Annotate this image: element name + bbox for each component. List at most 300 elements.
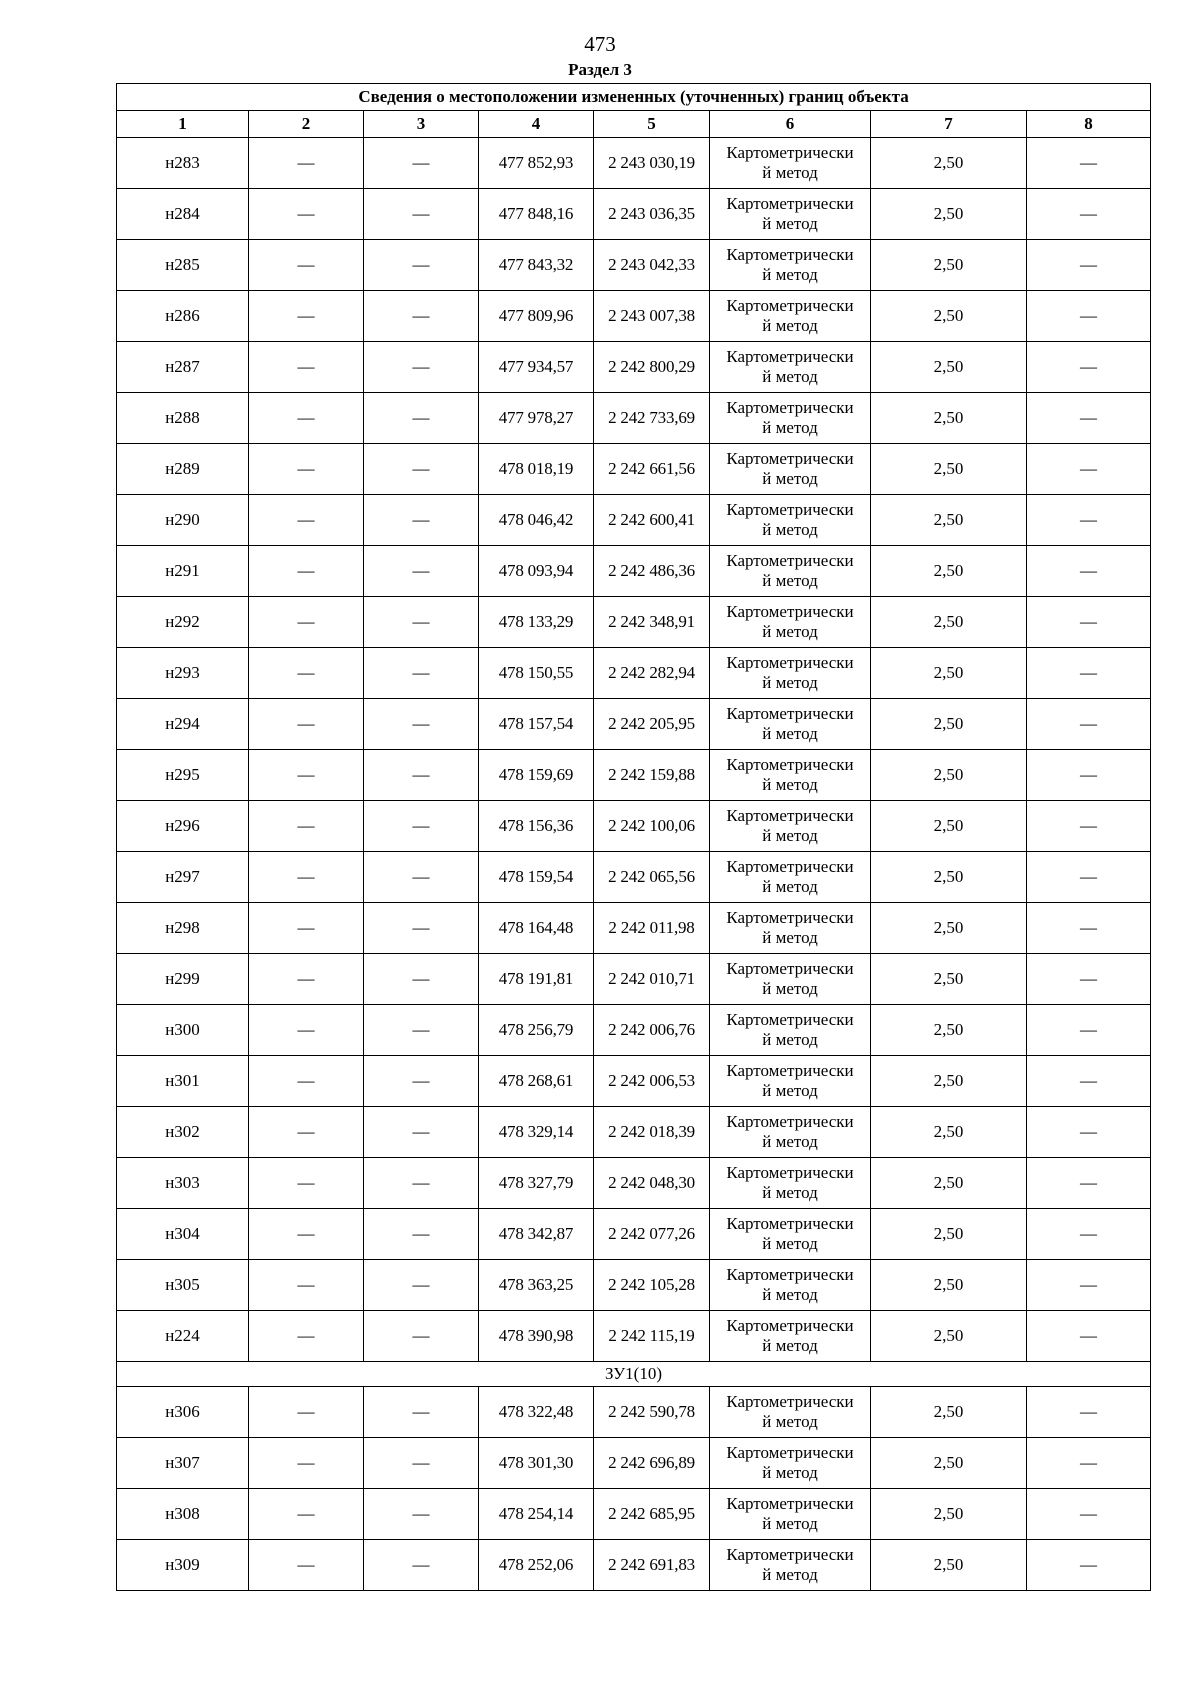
- method-cell: [710, 597, 871, 648]
- method-cell: [710, 1311, 871, 1362]
- empty-dash-cell: —: [364, 1489, 479, 1540]
- empty-dash-cell: —: [364, 597, 479, 648]
- table-row: [117, 954, 1151, 1005]
- empty-dash-cell: —: [364, 1311, 479, 1362]
- accuracy-cell: 2,50: [871, 1107, 1027, 1158]
- empty-dash-cell: —: [249, 648, 364, 699]
- empty-dash-cell: —: [249, 1056, 364, 1107]
- column-header: 4: [479, 111, 594, 138]
- y-coordinate-cell: 2 242 696,89: [594, 1438, 710, 1489]
- x-coordinate-cell: 477 809,96: [479, 291, 594, 342]
- table-row: [117, 240, 1151, 291]
- empty-dash-cell: —: [364, 1056, 479, 1107]
- method-line-2: й метод: [762, 877, 818, 896]
- method-cell: [710, 342, 871, 393]
- point-id-cell: н306: [117, 1387, 249, 1438]
- method-line-2: й метод: [762, 1412, 818, 1431]
- empty-dash-cell: —: [1027, 240, 1151, 291]
- method-line-2: й метод: [762, 1234, 818, 1253]
- empty-dash-cell: —: [1027, 597, 1151, 648]
- x-coordinate-cell: 478 159,54: [479, 852, 594, 903]
- empty-dash-cell: —: [1027, 495, 1151, 546]
- y-coordinate-cell: 2 242 600,41: [594, 495, 710, 546]
- method-line-1: Картометрически: [726, 500, 854, 519]
- y-coordinate-cell: 2 242 006,76: [594, 1005, 710, 1056]
- method-cell: [710, 852, 871, 903]
- point-id-cell: н304: [117, 1209, 249, 1260]
- method-cell: [710, 1387, 871, 1438]
- table-row: [117, 444, 1151, 495]
- point-id-cell: н224: [117, 1311, 249, 1362]
- empty-dash-cell: —: [249, 546, 364, 597]
- accuracy-cell: 2,50: [871, 1438, 1027, 1489]
- x-coordinate-cell: 478 327,79: [479, 1158, 594, 1209]
- method-line-1: Картометрически: [726, 1443, 854, 1462]
- x-coordinate-cell: 478 390,98: [479, 1311, 594, 1362]
- empty-dash-cell: —: [249, 1489, 364, 1540]
- method-cell: [710, 393, 871, 444]
- point-id-cell: н284: [117, 189, 249, 240]
- empty-dash-cell: —: [364, 1107, 479, 1158]
- table-row: [117, 648, 1151, 699]
- point-id-cell: н293: [117, 648, 249, 699]
- method-cell: [710, 648, 871, 699]
- accuracy-cell: 2,50: [871, 138, 1027, 189]
- empty-dash-cell: —: [1027, 1489, 1151, 1540]
- empty-dash-cell: —: [1027, 444, 1151, 495]
- table-body: [117, 138, 1151, 1591]
- empty-dash-cell: —: [364, 240, 479, 291]
- empty-dash-cell: —: [249, 699, 364, 750]
- point-id-cell: н289: [117, 444, 249, 495]
- method-line-2: й метод: [762, 1514, 818, 1533]
- empty-dash-cell: —: [364, 1209, 479, 1260]
- x-coordinate-cell: 478 342,87: [479, 1209, 594, 1260]
- method-line-1: Картометрически: [726, 1316, 854, 1335]
- x-coordinate-cell: 478 159,69: [479, 750, 594, 801]
- x-coordinate-cell: 478 093,94: [479, 546, 594, 597]
- accuracy-cell: 2,50: [871, 1260, 1027, 1311]
- accuracy-cell: 2,50: [871, 1056, 1027, 1107]
- table-row: [117, 903, 1151, 954]
- y-coordinate-cell: 2 242 011,98: [594, 903, 710, 954]
- empty-dash-cell: —: [249, 495, 364, 546]
- y-coordinate-cell: 2 243 036,35: [594, 189, 710, 240]
- method-line-2: й метод: [762, 316, 818, 335]
- method-line-2: й метод: [762, 1285, 818, 1304]
- empty-dash-cell: —: [364, 342, 479, 393]
- method-line-2: й метод: [762, 724, 818, 743]
- accuracy-cell: 2,50: [871, 444, 1027, 495]
- x-coordinate-cell: 477 852,93: [479, 138, 594, 189]
- empty-dash-cell: —: [249, 1158, 364, 1209]
- y-coordinate-cell: 2 242 661,56: [594, 444, 710, 495]
- accuracy-cell: 2,50: [871, 291, 1027, 342]
- empty-dash-cell: —: [364, 444, 479, 495]
- table-row: [117, 1438, 1151, 1489]
- point-id-cell: н283: [117, 138, 249, 189]
- column-header: 2: [249, 111, 364, 138]
- empty-dash-cell: —: [364, 1540, 479, 1591]
- empty-dash-cell: —: [364, 291, 479, 342]
- empty-dash-cell: —: [364, 852, 479, 903]
- table-row: [117, 1489, 1151, 1540]
- accuracy-cell: 2,50: [871, 495, 1027, 546]
- empty-dash-cell: —: [249, 750, 364, 801]
- method-line-1: Картометрически: [726, 551, 854, 570]
- point-id-cell: н291: [117, 546, 249, 597]
- point-id-cell: н294: [117, 699, 249, 750]
- point-id-cell: н287: [117, 342, 249, 393]
- method-line-1: Картометрически: [726, 1061, 854, 1080]
- y-coordinate-cell: 2 242 691,83: [594, 1540, 710, 1591]
- empty-dash-cell: —: [249, 1107, 364, 1158]
- x-coordinate-cell: 478 156,36: [479, 801, 594, 852]
- accuracy-cell: 2,50: [871, 393, 1027, 444]
- empty-dash-cell: —: [249, 903, 364, 954]
- point-id-cell: н305: [117, 1260, 249, 1311]
- empty-dash-cell: —: [249, 138, 364, 189]
- method-line-1: Картометрически: [726, 449, 854, 468]
- method-cell: [710, 699, 871, 750]
- accuracy-cell: 2,50: [871, 342, 1027, 393]
- point-id-cell: н286: [117, 291, 249, 342]
- table-row: [117, 1311, 1151, 1362]
- method-line-1: Картометрически: [726, 1265, 854, 1284]
- empty-dash-cell: —: [364, 903, 479, 954]
- method-line-2: й метод: [762, 418, 818, 437]
- empty-dash-cell: —: [364, 648, 479, 699]
- section-title: Раздел 3: [568, 60, 632, 79]
- empty-dash-cell: —: [1027, 1540, 1151, 1591]
- accuracy-cell: 2,50: [871, 1158, 1027, 1209]
- method-cell: [710, 1260, 871, 1311]
- method-line-2: й метод: [762, 1336, 818, 1355]
- empty-dash-cell: —: [249, 342, 364, 393]
- empty-dash-cell: —: [364, 495, 479, 546]
- empty-dash-cell: —: [1027, 1209, 1151, 1260]
- empty-dash-cell: —: [249, 189, 364, 240]
- method-cell: [710, 138, 871, 189]
- method-line-2: й метод: [762, 367, 818, 386]
- y-coordinate-cell: 2 242 205,95: [594, 699, 710, 750]
- empty-dash-cell: —: [1027, 393, 1151, 444]
- point-id-cell: н307: [117, 1438, 249, 1489]
- table-row: [117, 699, 1151, 750]
- empty-dash-cell: —: [249, 597, 364, 648]
- table-row: [117, 393, 1151, 444]
- method-cell: [710, 750, 871, 801]
- group-label: ЗУ1(10): [117, 1362, 1151, 1387]
- empty-dash-cell: —: [249, 1540, 364, 1591]
- empty-dash-cell: —: [364, 954, 479, 1005]
- y-coordinate-cell: 2 242 105,28: [594, 1260, 710, 1311]
- y-coordinate-cell: 2 242 486,36: [594, 546, 710, 597]
- point-id-cell: н309: [117, 1540, 249, 1591]
- x-coordinate-cell: 478 018,19: [479, 444, 594, 495]
- y-coordinate-cell: 2 243 042,33: [594, 240, 710, 291]
- method-cell: [710, 546, 871, 597]
- y-coordinate-cell: 2 242 800,29: [594, 342, 710, 393]
- x-coordinate-cell: 478 046,42: [479, 495, 594, 546]
- point-id-cell: н302: [117, 1107, 249, 1158]
- y-coordinate-cell: 2 242 733,69: [594, 393, 710, 444]
- x-coordinate-cell: 478 363,25: [479, 1260, 594, 1311]
- empty-dash-cell: —: [364, 189, 479, 240]
- y-coordinate-cell: 2 242 282,94: [594, 648, 710, 699]
- x-coordinate-cell: 478 133,29: [479, 597, 594, 648]
- boundary-coordinates-table: [116, 83, 1151, 1591]
- x-coordinate-cell: 478 268,61: [479, 1056, 594, 1107]
- x-coordinate-cell: 477 978,27: [479, 393, 594, 444]
- empty-dash-cell: —: [1027, 1438, 1151, 1489]
- accuracy-cell: 2,50: [871, 954, 1027, 1005]
- y-coordinate-cell: 2 242 065,56: [594, 852, 710, 903]
- method-line-1: Картометрически: [726, 959, 854, 978]
- method-line-1: Картометрически: [726, 1494, 854, 1513]
- y-coordinate-cell: 2 242 006,53: [594, 1056, 710, 1107]
- table-row: [117, 342, 1151, 393]
- method-cell: [710, 189, 871, 240]
- method-cell: [710, 1158, 871, 1209]
- accuracy-cell: 2,50: [871, 1540, 1027, 1591]
- point-id-cell: н297: [117, 852, 249, 903]
- empty-dash-cell: —: [1027, 699, 1151, 750]
- y-coordinate-cell: 2 242 018,39: [594, 1107, 710, 1158]
- table-row: [117, 546, 1151, 597]
- empty-dash-cell: —: [364, 801, 479, 852]
- point-id-cell: н300: [117, 1005, 249, 1056]
- empty-dash-cell: —: [1027, 648, 1151, 699]
- point-id-cell: н290: [117, 495, 249, 546]
- method-line-1: Картометрически: [726, 1163, 854, 1182]
- table-row: [117, 138, 1151, 189]
- method-line-1: Картометрически: [726, 1112, 854, 1131]
- empty-dash-cell: —: [249, 291, 364, 342]
- table-header-row: [117, 111, 1151, 138]
- table-row: [117, 1056, 1151, 1107]
- y-coordinate-cell: 2 242 100,06: [594, 801, 710, 852]
- method-line-2: й метод: [762, 520, 818, 539]
- table-row: [117, 291, 1151, 342]
- accuracy-cell: 2,50: [871, 597, 1027, 648]
- empty-dash-cell: —: [1027, 1056, 1151, 1107]
- table-row: [117, 1209, 1151, 1260]
- x-coordinate-cell: 477 843,32: [479, 240, 594, 291]
- method-cell: [710, 1107, 871, 1158]
- accuracy-cell: 2,50: [871, 750, 1027, 801]
- method-cell: [710, 240, 871, 291]
- method-cell: [710, 1056, 871, 1107]
- empty-dash-cell: —: [249, 240, 364, 291]
- y-coordinate-cell: 2 242 348,91: [594, 597, 710, 648]
- method-line-2: й метод: [762, 979, 818, 998]
- y-coordinate-cell: 2 242 010,71: [594, 954, 710, 1005]
- point-id-cell: н288: [117, 393, 249, 444]
- method-line-2: й метод: [762, 571, 818, 590]
- point-id-cell: н303: [117, 1158, 249, 1209]
- method-line-1: Картометрически: [726, 398, 854, 417]
- point-id-cell: н292: [117, 597, 249, 648]
- empty-dash-cell: —: [364, 1260, 479, 1311]
- point-id-cell: н301: [117, 1056, 249, 1107]
- table-row: [117, 1107, 1151, 1158]
- empty-dash-cell: —: [364, 546, 479, 597]
- page-number: 473: [584, 32, 616, 56]
- accuracy-cell: 2,50: [871, 189, 1027, 240]
- method-line-2: й метод: [762, 826, 818, 845]
- accuracy-cell: 2,50: [871, 240, 1027, 291]
- y-coordinate-cell: 2 242 077,26: [594, 1209, 710, 1260]
- point-id-cell: н299: [117, 954, 249, 1005]
- table-row: [117, 852, 1151, 903]
- accuracy-cell: 2,50: [871, 1005, 1027, 1056]
- table-row: [117, 597, 1151, 648]
- method-line-2: й метод: [762, 265, 818, 284]
- empty-dash-cell: —: [1027, 903, 1151, 954]
- point-id-cell: н285: [117, 240, 249, 291]
- method-line-1: Картометрически: [726, 653, 854, 672]
- empty-dash-cell: —: [249, 1438, 364, 1489]
- method-line-2: й метод: [762, 1132, 818, 1151]
- x-coordinate-cell: 477 848,16: [479, 189, 594, 240]
- empty-dash-cell: —: [1027, 138, 1151, 189]
- method-cell: [710, 291, 871, 342]
- method-line-1: Картометрически: [726, 704, 854, 723]
- empty-dash-cell: —: [1027, 1387, 1151, 1438]
- method-line-1: Картометрически: [726, 908, 854, 927]
- method-line-1: Картометрически: [726, 857, 854, 876]
- method-line-1: Картометрически: [726, 602, 854, 621]
- y-coordinate-cell: 2 242 048,30: [594, 1158, 710, 1209]
- empty-dash-cell: —: [249, 1005, 364, 1056]
- empty-dash-cell: —: [1027, 852, 1151, 903]
- empty-dash-cell: —: [249, 393, 364, 444]
- empty-dash-cell: —: [249, 954, 364, 1005]
- method-line-2: й метод: [762, 622, 818, 641]
- method-line-1: Картометрически: [726, 194, 854, 213]
- accuracy-cell: 2,50: [871, 648, 1027, 699]
- x-coordinate-cell: 478 252,06: [479, 1540, 594, 1591]
- table-row: [117, 1260, 1151, 1311]
- accuracy-cell: 2,50: [871, 1387, 1027, 1438]
- empty-dash-cell: —: [364, 699, 479, 750]
- method-cell: [710, 1438, 871, 1489]
- method-line-1: Картометрически: [726, 1392, 854, 1411]
- method-cell: [710, 903, 871, 954]
- method-cell: [710, 1540, 871, 1591]
- point-id-cell: н308: [117, 1489, 249, 1540]
- method-cell: [710, 1209, 871, 1260]
- method-line-2: й метод: [762, 928, 818, 947]
- method-line-1: Картометрически: [726, 1010, 854, 1029]
- method-line-1: Картометрически: [726, 806, 854, 825]
- method-line-1: Картометрически: [726, 347, 854, 366]
- point-id-cell: н296: [117, 801, 249, 852]
- empty-dash-cell: —: [364, 1158, 479, 1209]
- empty-dash-cell: —: [364, 138, 479, 189]
- x-coordinate-cell: 478 301,30: [479, 1438, 594, 1489]
- empty-dash-cell: —: [249, 1311, 364, 1362]
- y-coordinate-cell: 2 242 590,78: [594, 1387, 710, 1438]
- point-id-cell: н295: [117, 750, 249, 801]
- table-row: [117, 1387, 1151, 1438]
- method-line-1: Картометрически: [726, 143, 854, 162]
- method-line-2: й метод: [762, 1081, 818, 1100]
- method-line-2: й метод: [762, 469, 818, 488]
- accuracy-cell: 2,50: [871, 903, 1027, 954]
- method-line-2: й метод: [762, 214, 818, 233]
- table-row: [117, 1540, 1151, 1591]
- accuracy-cell: 2,50: [871, 801, 1027, 852]
- table-row: [117, 801, 1151, 852]
- table-row: [117, 189, 1151, 240]
- empty-dash-cell: —: [249, 801, 364, 852]
- method-line-1: Картометрически: [726, 1214, 854, 1233]
- y-coordinate-cell: 2 242 159,88: [594, 750, 710, 801]
- method-cell: [710, 954, 871, 1005]
- x-coordinate-cell: 478 329,14: [479, 1107, 594, 1158]
- table-row: [117, 750, 1151, 801]
- x-coordinate-cell: 478 150,55: [479, 648, 594, 699]
- method-cell: [710, 801, 871, 852]
- accuracy-cell: 2,50: [871, 1489, 1027, 1540]
- y-coordinate-cell: 2 243 007,38: [594, 291, 710, 342]
- empty-dash-cell: —: [1027, 1311, 1151, 1362]
- method-line-2: й метод: [762, 163, 818, 182]
- empty-dash-cell: —: [364, 393, 479, 444]
- empty-dash-cell: —: [1027, 546, 1151, 597]
- column-header: 5: [594, 111, 710, 138]
- method-cell: [710, 495, 871, 546]
- empty-dash-cell: —: [249, 1387, 364, 1438]
- method-cell: [710, 1489, 871, 1540]
- method-line-1: Картометрически: [726, 755, 854, 774]
- table-row: [117, 495, 1151, 546]
- empty-dash-cell: —: [1027, 291, 1151, 342]
- empty-dash-cell: —: [249, 1209, 364, 1260]
- x-coordinate-cell: 478 191,81: [479, 954, 594, 1005]
- method-line-2: й метод: [762, 1030, 818, 1049]
- method-line-2: й метод: [762, 673, 818, 692]
- empty-dash-cell: —: [1027, 801, 1151, 852]
- empty-dash-cell: —: [1027, 1260, 1151, 1311]
- method-line-2: й метод: [762, 775, 818, 794]
- empty-dash-cell: —: [249, 1260, 364, 1311]
- method-line-2: й метод: [762, 1565, 818, 1584]
- column-header: 1: [117, 111, 249, 138]
- x-coordinate-cell: 477 934,57: [479, 342, 594, 393]
- x-coordinate-cell: 478 164,48: [479, 903, 594, 954]
- accuracy-cell: 2,50: [871, 546, 1027, 597]
- empty-dash-cell: —: [1027, 342, 1151, 393]
- method-line-1: Картометрически: [726, 245, 854, 264]
- empty-dash-cell: —: [364, 1005, 479, 1056]
- method-line-2: й метод: [762, 1183, 818, 1202]
- method-cell: [710, 1005, 871, 1056]
- x-coordinate-cell: 478 254,14: [479, 1489, 594, 1540]
- empty-dash-cell: —: [1027, 1005, 1151, 1056]
- x-coordinate-cell: 478 322,48: [479, 1387, 594, 1438]
- y-coordinate-cell: 2 242 685,95: [594, 1489, 710, 1540]
- method-line-1: Картометрически: [726, 1545, 854, 1564]
- y-coordinate-cell: 2 242 115,19: [594, 1311, 710, 1362]
- accuracy-cell: 2,50: [871, 852, 1027, 903]
- empty-dash-cell: —: [1027, 1107, 1151, 1158]
- method-line-2: й метод: [762, 1463, 818, 1482]
- table-title: Сведения о местоположении измененных (уточненных) границ объекта: [117, 84, 1151, 111]
- table-row: [117, 1158, 1151, 1209]
